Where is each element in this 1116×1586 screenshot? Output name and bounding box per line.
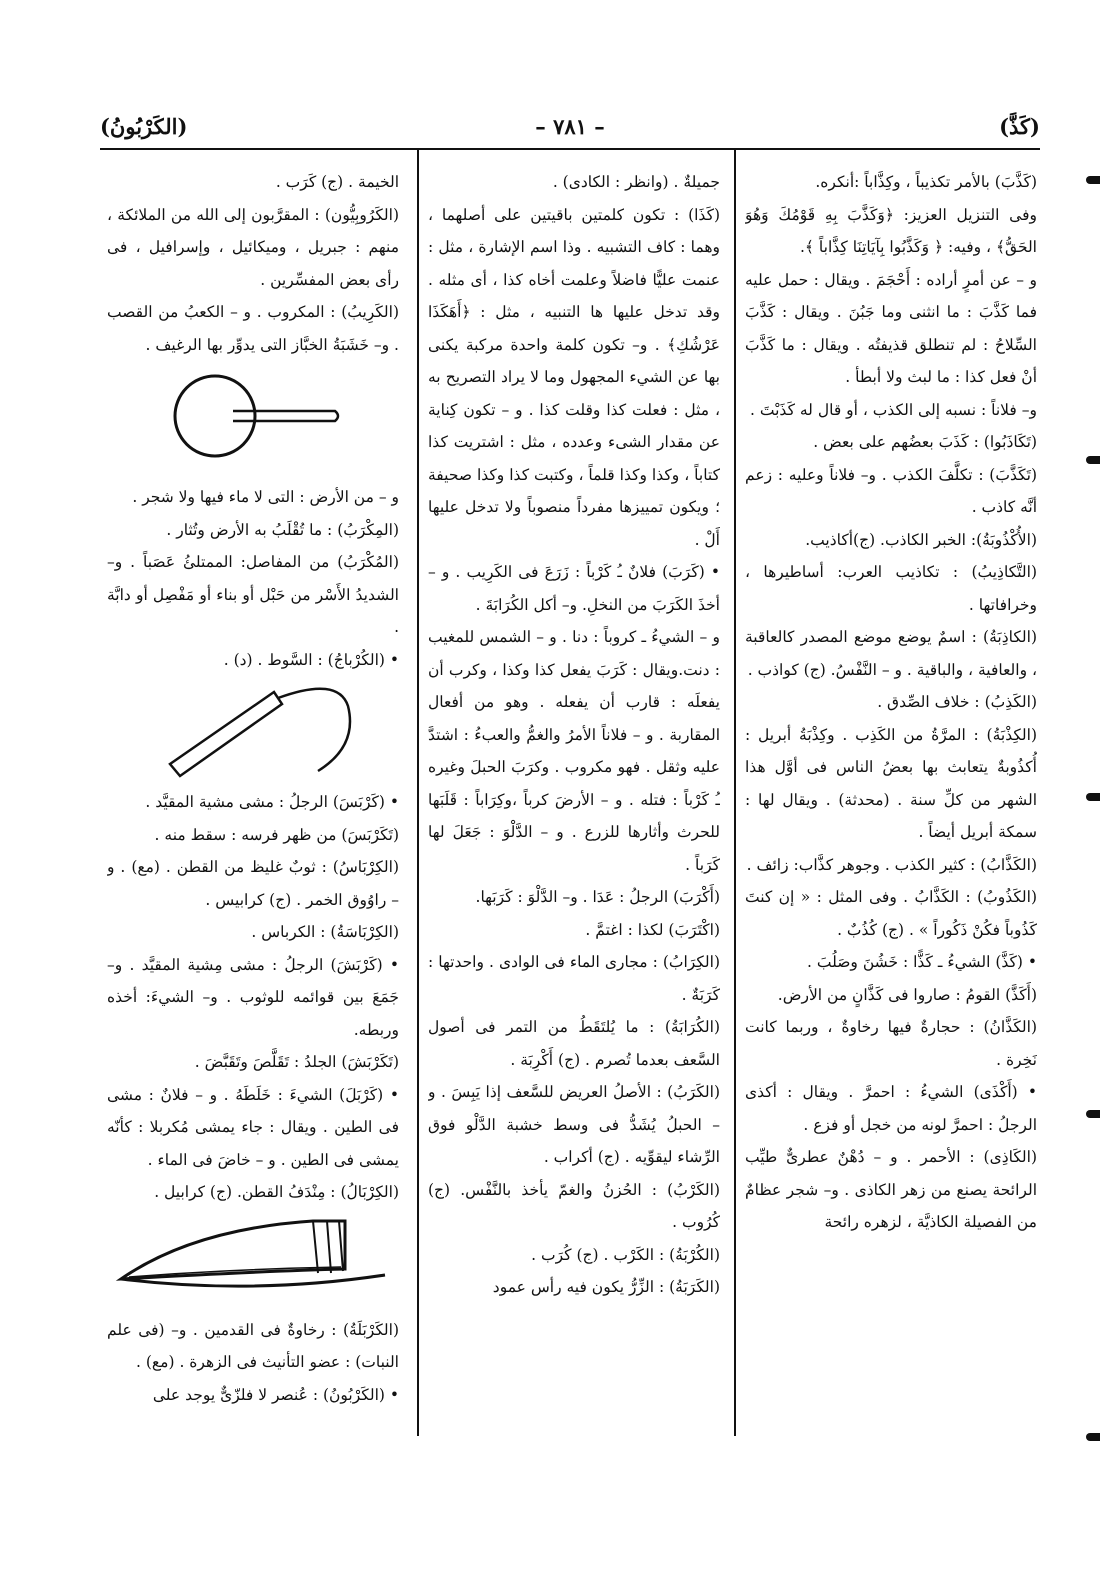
margin-mark xyxy=(1086,793,1100,801)
left-headword: (الكَرْبُونُ) xyxy=(100,114,188,139)
rolling-pin-illustration xyxy=(107,361,399,481)
entry: • (كَرْبَسَ) الرجلُ : مشى مشية المقيَّد . xyxy=(145,793,399,811)
rolling-pin-icon xyxy=(163,361,343,471)
entry: (تَكَاذَبُوا) : كَذَبَ بعضُهم على بعض . xyxy=(813,433,1037,451)
entry: • (الكُرْباجُ) : السَّوط . (د) . xyxy=(223,650,399,669)
entry: (الكِذْبَةُ) : المرَّةُ من الكَذِب . وكِذْبَةُ أبريل : أُكذُوبةٌ يتعابث بها بعضُ الناس فى أوَّل هذا الشهر من كلِّ سنة . (محدثة) . ويقال لها : سمكة أبريل أيضاً . xyxy=(745,725,1037,841)
entry: • (كَرْبَلَ) الشيءَ : خَلَطَهُ . و – فلانٌ : مشى فى الطين . ويقال : جاء يمشى مُكربلا : كأنّه يمشى فى الطين . و – خاضَ فى الماء . xyxy=(107,1085,399,1169)
left-column xyxy=(107,166,399,1436)
entry: (الكَاذِى) : الأحمر . و – دُهْنٌ عطرىٌّ طيِّب الرائحة يصنع من زهر الكاذى . و– شجر عظامٌ من الفصيلة الكاذيَّة ، لزهره رائحة xyxy=(745,1148,1037,1231)
margin-mark xyxy=(1086,176,1100,184)
entry: (الكَرَبَةُ) : الزِّرُّ يكون فيه رأس عمود xyxy=(492,1278,720,1296)
entry: • (كَرَبَ) فلانٌ ـُ كَرْباً : زَرَعَ فى الكَرِيب . و – أخذَ الكَرَبَ من النخلِ. و– أكل الكُرَابَةَ . xyxy=(428,563,720,614)
entry: (تَكَرْبَشَ) الجلدُ : تَقَلَّصَ وتَقَبَّضَ . xyxy=(194,1053,399,1071)
margin-mark xyxy=(1086,1433,1100,1441)
whip-icon xyxy=(138,676,368,781)
entry: (تَكَرْبَسَ) من ظهر فرسه : سقط منه . xyxy=(154,825,399,844)
entry: و– فلاناً : نسبه إلى الكذب ، أو قال له كَذَبْتَ . xyxy=(750,400,1037,419)
entry: • (الكَرْبُونُ) : عُنصر لا فلزّىٌّ يوجد على xyxy=(152,1385,399,1404)
entry: • (كَرْبَشَ) الرجلُ : مشى مِشية المقيَّد . و– جَمَعَ بين قوائمه للوثوب . و– الشيءَ: أخذه وربطه. xyxy=(107,955,399,1039)
whip-illustration xyxy=(107,676,399,786)
entry: • (أَكْذَى) الشيءُ : احمرَّ . ويقال : أكذى الرجلُ : احمرَّ لونه من خجل أو فزع . xyxy=(745,1083,1037,1134)
entry: (الكَذُوبُ) : الكَذَّابُ . وفى المثل : « إن كنتَ كَذُوباً فكُنْ ذَكُوراً » . (ج) كُذُبٌ . xyxy=(745,888,1037,939)
margin-mark xyxy=(1086,456,1100,464)
entry: (الكَذَّانُ) : حجارةٌ فيها رخاوةٌ ، وربما كانت نَخِرة . xyxy=(745,1018,1037,1069)
entry: (أَكَذَّ) القومُ : صاروا فى كَذَّانٍ من الأرض. xyxy=(777,985,1037,1004)
entry: (الكُرَابَةُ) : ما يُلتَقَطُ من التمر فى أصول السَّعف بعدما تُصرم . (ج) أَكْرِبَة . xyxy=(428,1018,720,1069)
carding-bow-icon xyxy=(113,1209,393,1309)
entry: و – عن أمرٍ أراده : أَحْجَمَ . ويقال : حمل عليه فما كَذَّبَ : ما انثنى وما جَبُنَ . ويقال : كَذَّبَ السِّلاحُ : لم تنطلق قذيفتُه . ويقال : ما كَذَّبَ أنْ فعل كذا : ما لبث ولا أبطأ . xyxy=(745,270,1037,386)
entry: (تَكَذَّبَ) : تكلَّفَ الكذب . و– فلاناً وعليه : زعم أنَّه كاذب . xyxy=(745,465,1037,516)
entry: وفى التنزيل العزيز: ﴿وَكَذَّبَ بِهِ قَوْمُكَ وَهُوَ الحَقُّ﴾ ، وفيه: ﴿ وَكَذَّبُوا بِآيَاتِنَا كِذَّاباً ﴾. xyxy=(745,205,1037,256)
middle-column xyxy=(428,166,720,1436)
entry: (كَذَا) : تكون كلمتين باقيتين على أصلهما ، وهما : كاف التشبيه . وذا اسم الإشارة ، مثل : عنمت عليًّا فاضلاً وعلمت أخاه كذا ، أى مثله . وقد تدخل عليها ها التنبيه ، مثل : ﴿أَهَكَذَا عَرْشُكِ﴾ . و– تكون كلمة واحدة مركبة يكنى بها عن الشيء المجهول وما لا يراد التصريح به ، مثل : فعلت كذا وقلت كذا . و – تكون كِناية عن مقدار الشىء وعدده ، مثل : اشتريت كذا كتاباً ، وكذا وكذا قلماً ، وكتبت كذا وكذا صحيفة ؛ ويكون تمييزها مفرداً منصوباً ولا تدخل عليها أَلْ . xyxy=(428,205,720,549)
entry: جميلةٌ . (وانظر : الكادى) . xyxy=(552,173,720,191)
right-headword: (كَذَّ) xyxy=(999,114,1040,139)
entry: (الكِرَابُ) : مجارى الماء فى الوادى . واحدتها : كَرَبَةٌ . xyxy=(428,953,720,1004)
entry: و – الشيءُ ـ كروباً : دنا . و – الشمس للمغيب : دنت.ويقال : كَرَبَ يفعل كذا وكذا ، وكرب أن يفعلَه : قارب أن يفعله . وهو من أفعال المقاربة . و – فلاناً الأمرُ والغمُّ والعبءُ : اشتدَّ عليه وثقل . فهو مكروب . وكرَبَ الحبلَ وغيره ـُ كَرْباً : فتله . و – الأرضَ كرباً ،وكِرَاباً : قَلَبَها للحرث وأثارها للزرع . و – الدَّلْوَ : جَعَلَ لها كَرَباً . xyxy=(428,628,720,874)
entry: (الكَذَّابُ) : كثير الكذب . وجوهر كذَّاب: زائف . xyxy=(746,855,1037,874)
entry: (التَّكاذِيبُ) : تكاذيب العرب: أساطيرها ، وخرافاتها . xyxy=(745,563,1037,614)
entry: (الكَرُوبِيُّون) : المقرَّبون إلى الله من الملائكة ، منهم : جبريل ، وميكائيل ، وإسرافيل ، فى رأى بعض المفسِّرين . xyxy=(107,205,399,289)
header-rule xyxy=(100,148,1040,150)
entry: (الكَذِبُ) : خلاف الصِّدق . xyxy=(877,693,1037,711)
page-number: – ٧٨١ – xyxy=(535,114,605,139)
entry: (الأُكْذُوبَةُ): الخبر الكاذب. (ج)أكاذيب. xyxy=(805,530,1037,549)
entry: (الكُرْبَةُ) : الكَرْب . (ج) كُرَب . xyxy=(531,1245,720,1264)
page-header xyxy=(100,110,1040,146)
entry: الخيمة . (ج) كَرَب . xyxy=(275,173,399,191)
carding-bow-illustration xyxy=(107,1209,399,1314)
entry: (كَذَّبَ) بالأمر تكذيباً ، وكِذَّاباً :أنكره. xyxy=(815,173,1037,191)
entry: (الكَرَبُ) : الأصلُ العريض للسَّعف إذا يَبِسَ . و – الحبلُ يُشَدُّ فى وسط خشبة الدَّلْو فوق الرِّشاء ليقوِّيه . (ج) أكراب . xyxy=(428,1083,720,1166)
entry: • (كَذَّ) الشيءُ ـ كَذًّا : خَشُنَ وصَلُبَ . xyxy=(807,953,1037,971)
entry: (الكِرْبَاسَةُ) : الكرباس . xyxy=(251,923,399,941)
column-divider xyxy=(417,150,419,1436)
entry: و – من الأرض : التى لا ماء فيها ولا شجر . xyxy=(132,488,399,506)
entry: (الكَرِيبُ) : المكروب . و – الكعبُ من القصب . و– خَشَبَةُ الخبَّاز التى يدوِّر بها الرغيف . xyxy=(107,303,399,354)
margin-mark xyxy=(1086,1110,1100,1118)
entry: (الكَرْبَلَةُ) : رخاوةٌ فى القدمين . و– (فى علم النبات) : عضو التأنيث فى الزهرة . (مع) . xyxy=(107,1320,399,1371)
entry: (اكْتَرَبَ) لكذا : اغتمَّ . xyxy=(585,920,720,939)
entry: (الكَرْبُ) : الحُزنُ والغمّ يأخذ بالنَّفْس. (ج) كُرُوب . xyxy=(428,1180,720,1231)
entry: (المُكْرَبُ) من المفاصل: الممتلئُ عَصَباً . و– الشديدُ الأَسْر من حَبْل أو بناء أو مَفْصِل أو دابَّة . xyxy=(107,553,399,636)
right-column xyxy=(745,166,1037,1436)
entry: (أَكْرَبَ) الرجلُ : عَدَا . و– الدَّلْوَ : كَرَبَها. xyxy=(475,888,720,906)
entry: (الكاذِبَةُ) : اسمٌ يوضع موضع المصدر كالعاقبة ، والعافية ، والباقية . و – النَّفْسُ. (ج) كواذب . xyxy=(745,628,1037,679)
entry: (المِكْرَبُ) : ما تُقْلَبُ به الأرض وتُثار . xyxy=(166,520,399,539)
entry: (الكِرْبَاسُ) : ثوبٌ غليظ من القطن . (مع) . و – راوُوق الخمر . (ج) كرابيس . xyxy=(107,858,399,909)
entry: (الكِرْبَالُ) : مِنْدَفُ القطن. (ج) كرابيل . xyxy=(154,1183,399,1201)
column-divider xyxy=(734,150,736,1436)
